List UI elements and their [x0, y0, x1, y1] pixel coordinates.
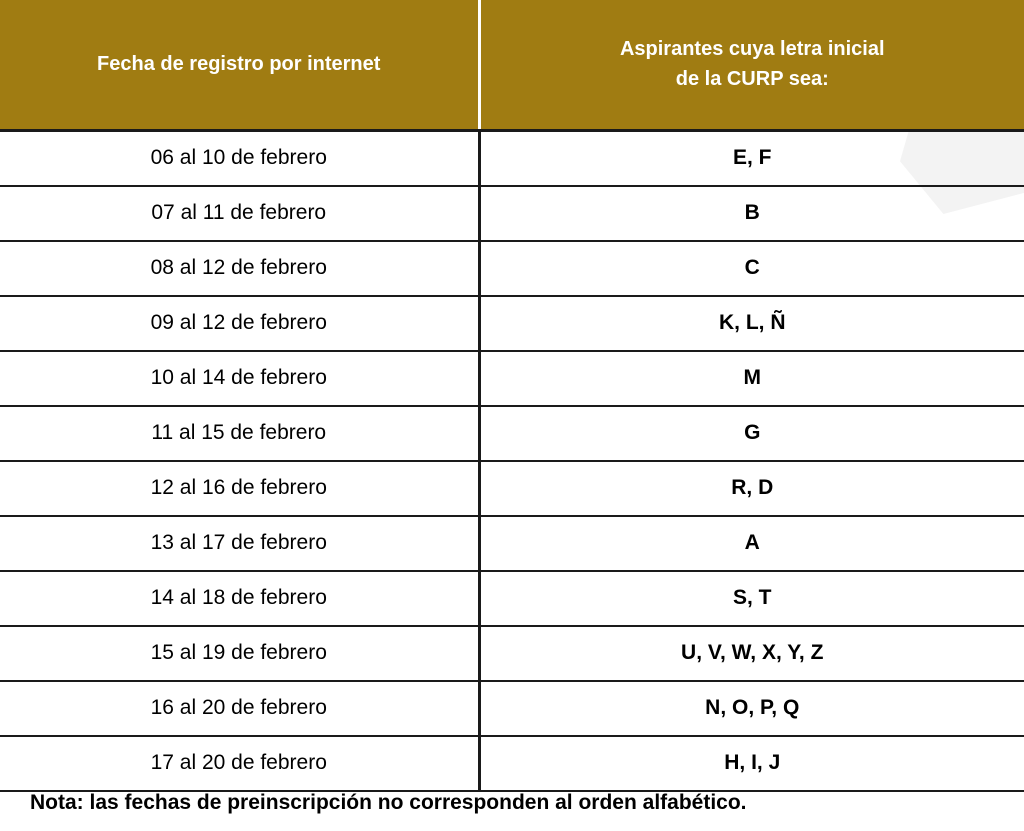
curp-letters-cell: E, F [479, 130, 1024, 186]
header-registration-date: Fecha de registro por internet [0, 0, 479, 130]
date-range-cell: 15 al 19 de febrero [0, 626, 479, 681]
table-row [0, 351, 1024, 406]
curp-letters-cell: B [479, 186, 1024, 241]
date-range-cell: 14 al 18 de febrero [0, 571, 479, 626]
footnote: Nota: las fechas de preinscripción no corresponden al orden alfabético. [30, 791, 747, 814]
table-row [0, 186, 1024, 241]
table-row [0, 130, 1024, 186]
table-row [0, 461, 1024, 516]
curp-letters-cell: K, L, Ñ [479, 296, 1024, 351]
date-range-cell: 09 al 12 de febrero [0, 296, 479, 351]
curp-letters-cell: S, T [479, 571, 1024, 626]
table-header-row [0, 0, 1024, 130]
table-row [0, 241, 1024, 296]
date-range-cell: 07 al 11 de febrero [0, 186, 479, 241]
table-row [0, 296, 1024, 351]
curp-letters-cell: A [479, 516, 1024, 571]
curp-letters-cell: G [479, 406, 1024, 461]
header-curp-initial-line1: Aspirantes cuya letra inicial [619, 38, 885, 61]
curp-letters-cell: C [479, 241, 1024, 296]
table-row [0, 516, 1024, 571]
date-range-cell: 17 al 20 de febrero [0, 736, 479, 791]
date-range-cell: 11 al 15 de febrero [0, 406, 479, 461]
table-row [0, 571, 1024, 626]
date-range-cell: 12 al 16 de febrero [0, 461, 479, 516]
table-row [0, 736, 1024, 791]
date-range-cell: 06 al 10 de febrero [0, 130, 479, 186]
table-row [0, 626, 1024, 681]
curp-letters-cell: U, V, W, X, Y, Z [479, 626, 1024, 681]
curp-letters-cell: M [479, 351, 1024, 406]
date-range-cell: 13 al 17 de febrero [0, 516, 479, 571]
curp-letters-cell: R, D [479, 461, 1024, 516]
header-curp-initial-line2: de la CURP sea: [675, 68, 829, 91]
date-range-cell: 16 al 20 de febrero [0, 681, 479, 736]
header-curp-initial [479, 0, 1024, 130]
table-row [0, 681, 1024, 736]
date-range-cell: 10 al 14 de febrero [0, 351, 479, 406]
curp-letters-cell: N, O, P, Q [479, 681, 1024, 736]
curp-letters-cell: H, I, J [479, 736, 1024, 791]
date-range-cell: 08 al 12 de febrero [0, 241, 479, 296]
table-row [0, 406, 1024, 461]
